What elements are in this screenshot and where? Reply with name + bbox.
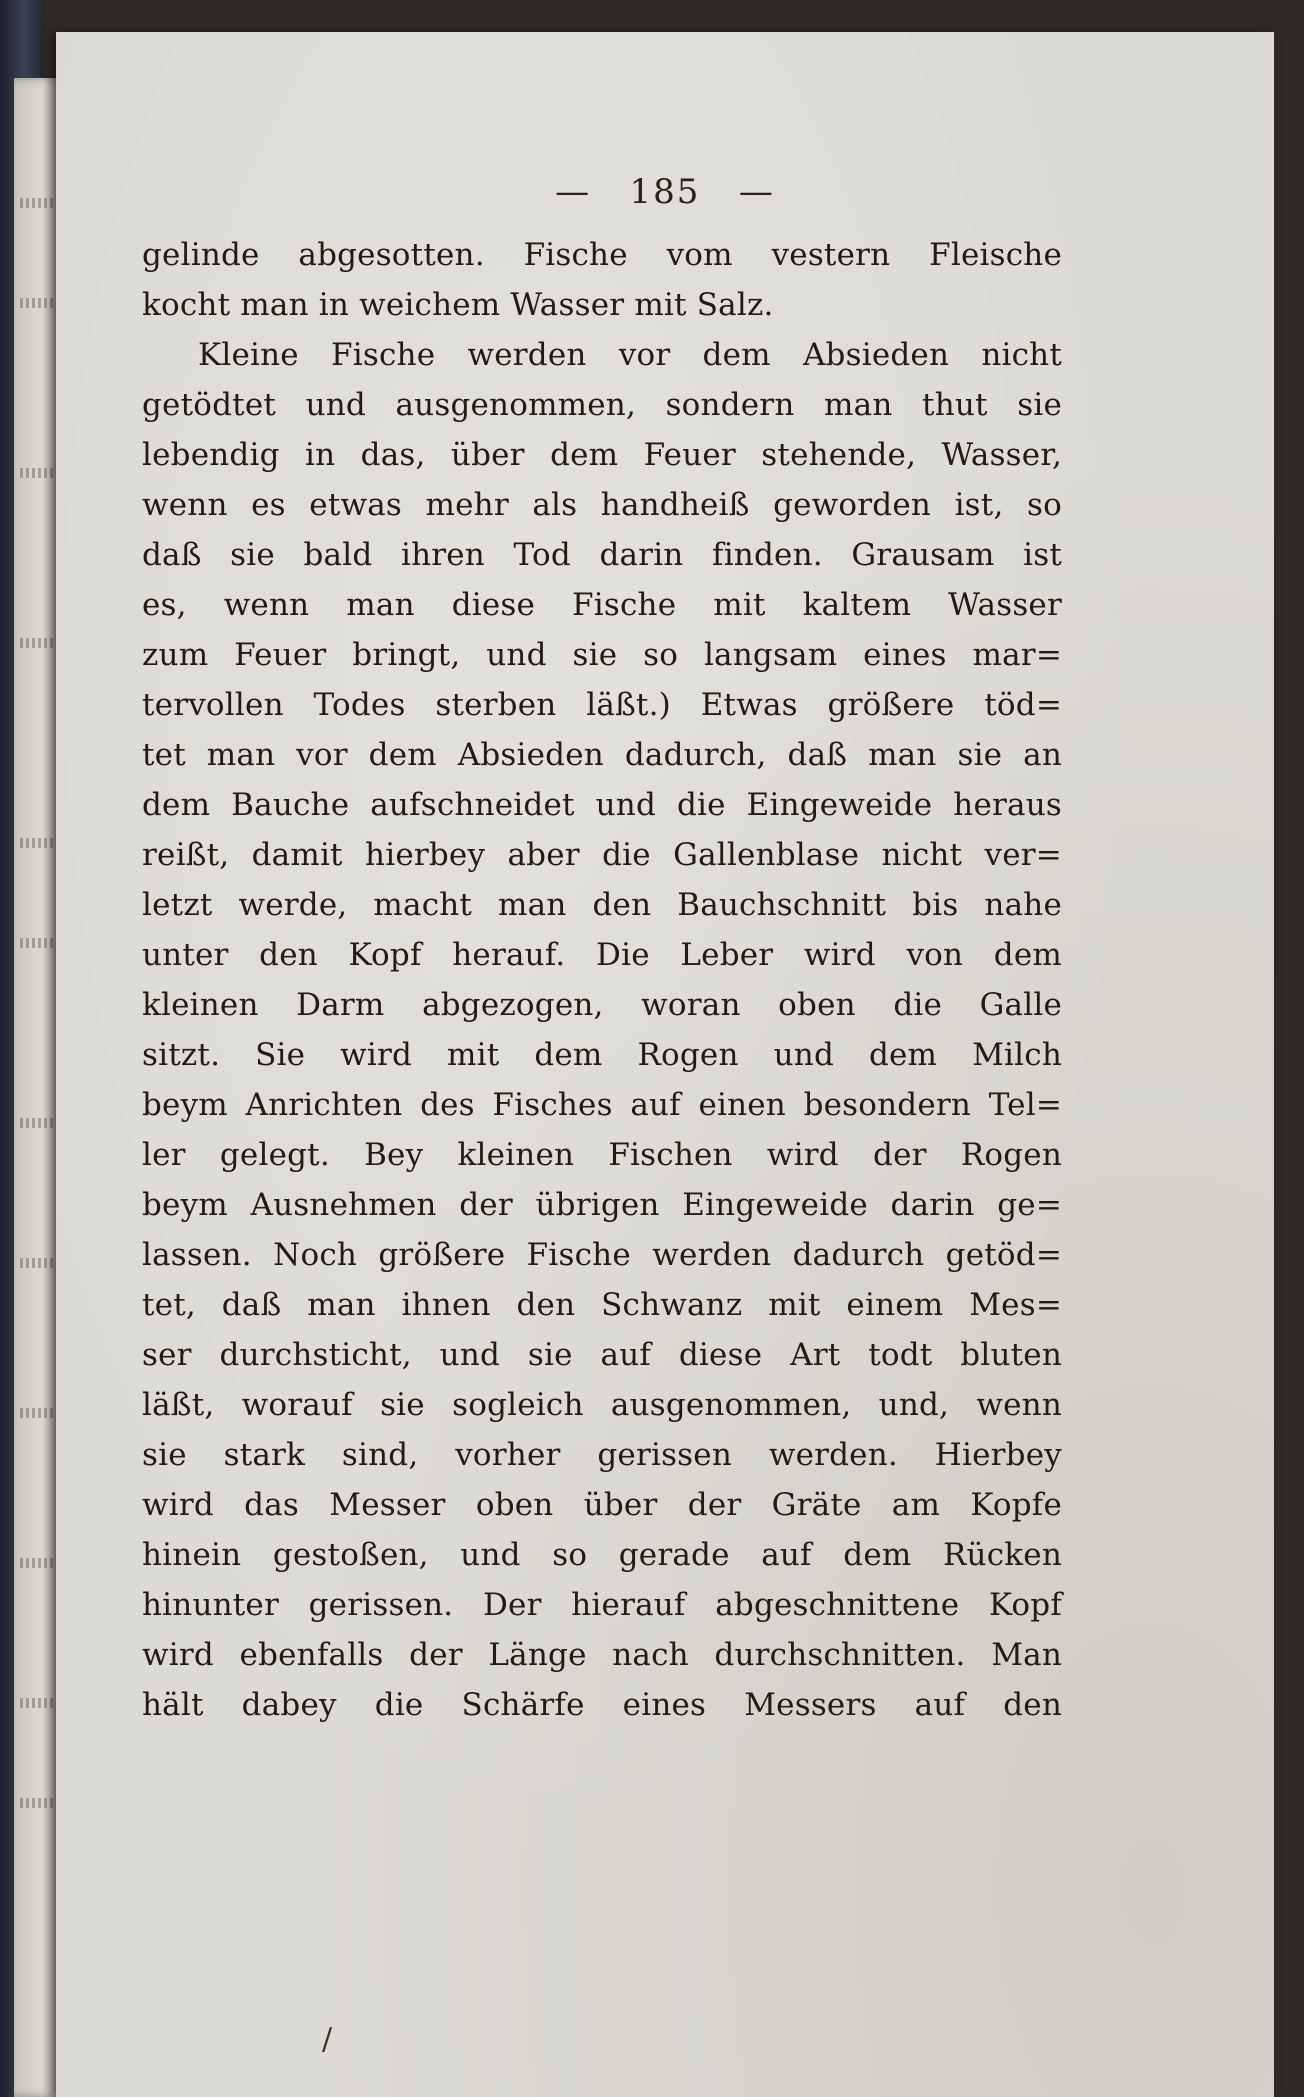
text-line: unter den Kopf herauf. Die Leber wird von dem (142, 937, 1062, 973)
text-line: wird ebenfalls der Länge nach durchschnitten. Man (142, 1637, 1062, 1673)
facing-page-bleed (20, 1118, 54, 1128)
text-line: kleinen Darm abgezogen, woran oben die Galle (142, 987, 1062, 1023)
book-page (56, 32, 1274, 2097)
text-line: gelinde abgesotten. Fische vom vestern Fleische (142, 237, 1062, 273)
text-line: wird das Messer oben über der Gräte am Kopfe (142, 1487, 1062, 1523)
text-line: getödtet und ausgenommen, sondern man thut sie (142, 387, 1062, 423)
facing-page-bleed (20, 838, 54, 848)
facing-page-bleed (20, 1798, 54, 1808)
text-line: hält dabey die Schärfe eines Messers auf den (142, 1687, 1062, 1723)
page-number: — 185 — (555, 172, 775, 212)
text-line: tervollen Todes sterben läßt.) Etwas größere töd= (142, 687, 1062, 723)
text-line: sie stark sind, vorher gerissen werden. Hierbey (142, 1437, 1062, 1473)
text-line: lassen. Noch größere Fische werden dadurch getöd= (142, 1237, 1062, 1273)
text-line: ler gelegt. Bey kleinen Fischen wird der Rogen (142, 1137, 1062, 1173)
facing-page-edge (14, 78, 60, 2097)
text-line: Kleine Fische werden vor dem Absieden nicht (198, 337, 1062, 373)
text-line: tet man vor dem Absieden dadurch, daß man sie an (142, 737, 1062, 773)
facing-page-bleed (20, 1558, 54, 1568)
text-line: lebendig in das, über dem Feuer stehende, Wasser, (142, 437, 1062, 473)
text-line: letzt werde, macht man den Bauchschnitt bis nahe (142, 887, 1062, 923)
text-line: läßt, worauf sie sogleich ausgenommen, und, wenn (142, 1387, 1062, 1423)
stray-pen-mark: / (322, 2022, 333, 2057)
text-line: wenn es etwas mehr als handheiß geworden ist, so (142, 487, 1062, 523)
facing-page-bleed (20, 468, 54, 478)
facing-page-bleed (20, 638, 54, 648)
facing-page-bleed (20, 1408, 54, 1418)
facing-page-bleed (20, 1258, 54, 1268)
text-line: kocht man in weichem Wasser mit Salz. (142, 287, 774, 323)
body-text (142, 230, 1062, 1730)
text-line: dem Bauche aufschneidet und die Eingeweide heraus (142, 787, 1062, 823)
text-line: daß sie bald ihren Tod darin finden. Grausam ist (142, 537, 1062, 573)
text-line: es, wenn man diese Fische mit kaltem Wasser (142, 587, 1062, 623)
text-line: beym Anrichten des Fisches auf einen besondern Tel= (142, 1087, 1062, 1123)
text-line: reißt, damit hierbey aber die Gallenblase nicht ver= (142, 837, 1062, 873)
facing-page-bleed (20, 298, 54, 308)
text-line: beym Ausnehmen der übrigen Eingeweide darin ge= (142, 1187, 1062, 1223)
text-line: zum Feuer bringt, und sie so langsam eines mar= (142, 637, 1062, 673)
text-line: sitzt. Sie wird mit dem Rogen und dem Milch (142, 1037, 1062, 1073)
facing-page-bleed (20, 198, 54, 208)
facing-page-bleed (20, 1698, 54, 1708)
text-line: hinein gestoßen, und so gerade auf dem Rücken (142, 1537, 1062, 1573)
text-line: tet, daß man ihnen den Schwanz mit einem Mes= (142, 1287, 1062, 1323)
text-line: hinunter gerissen. Der hierauf abgeschnittene Kopf (142, 1587, 1062, 1623)
facing-page-bleed (20, 938, 54, 948)
text-line: ser durchsticht, und sie auf diese Art todt bluten (142, 1337, 1062, 1373)
